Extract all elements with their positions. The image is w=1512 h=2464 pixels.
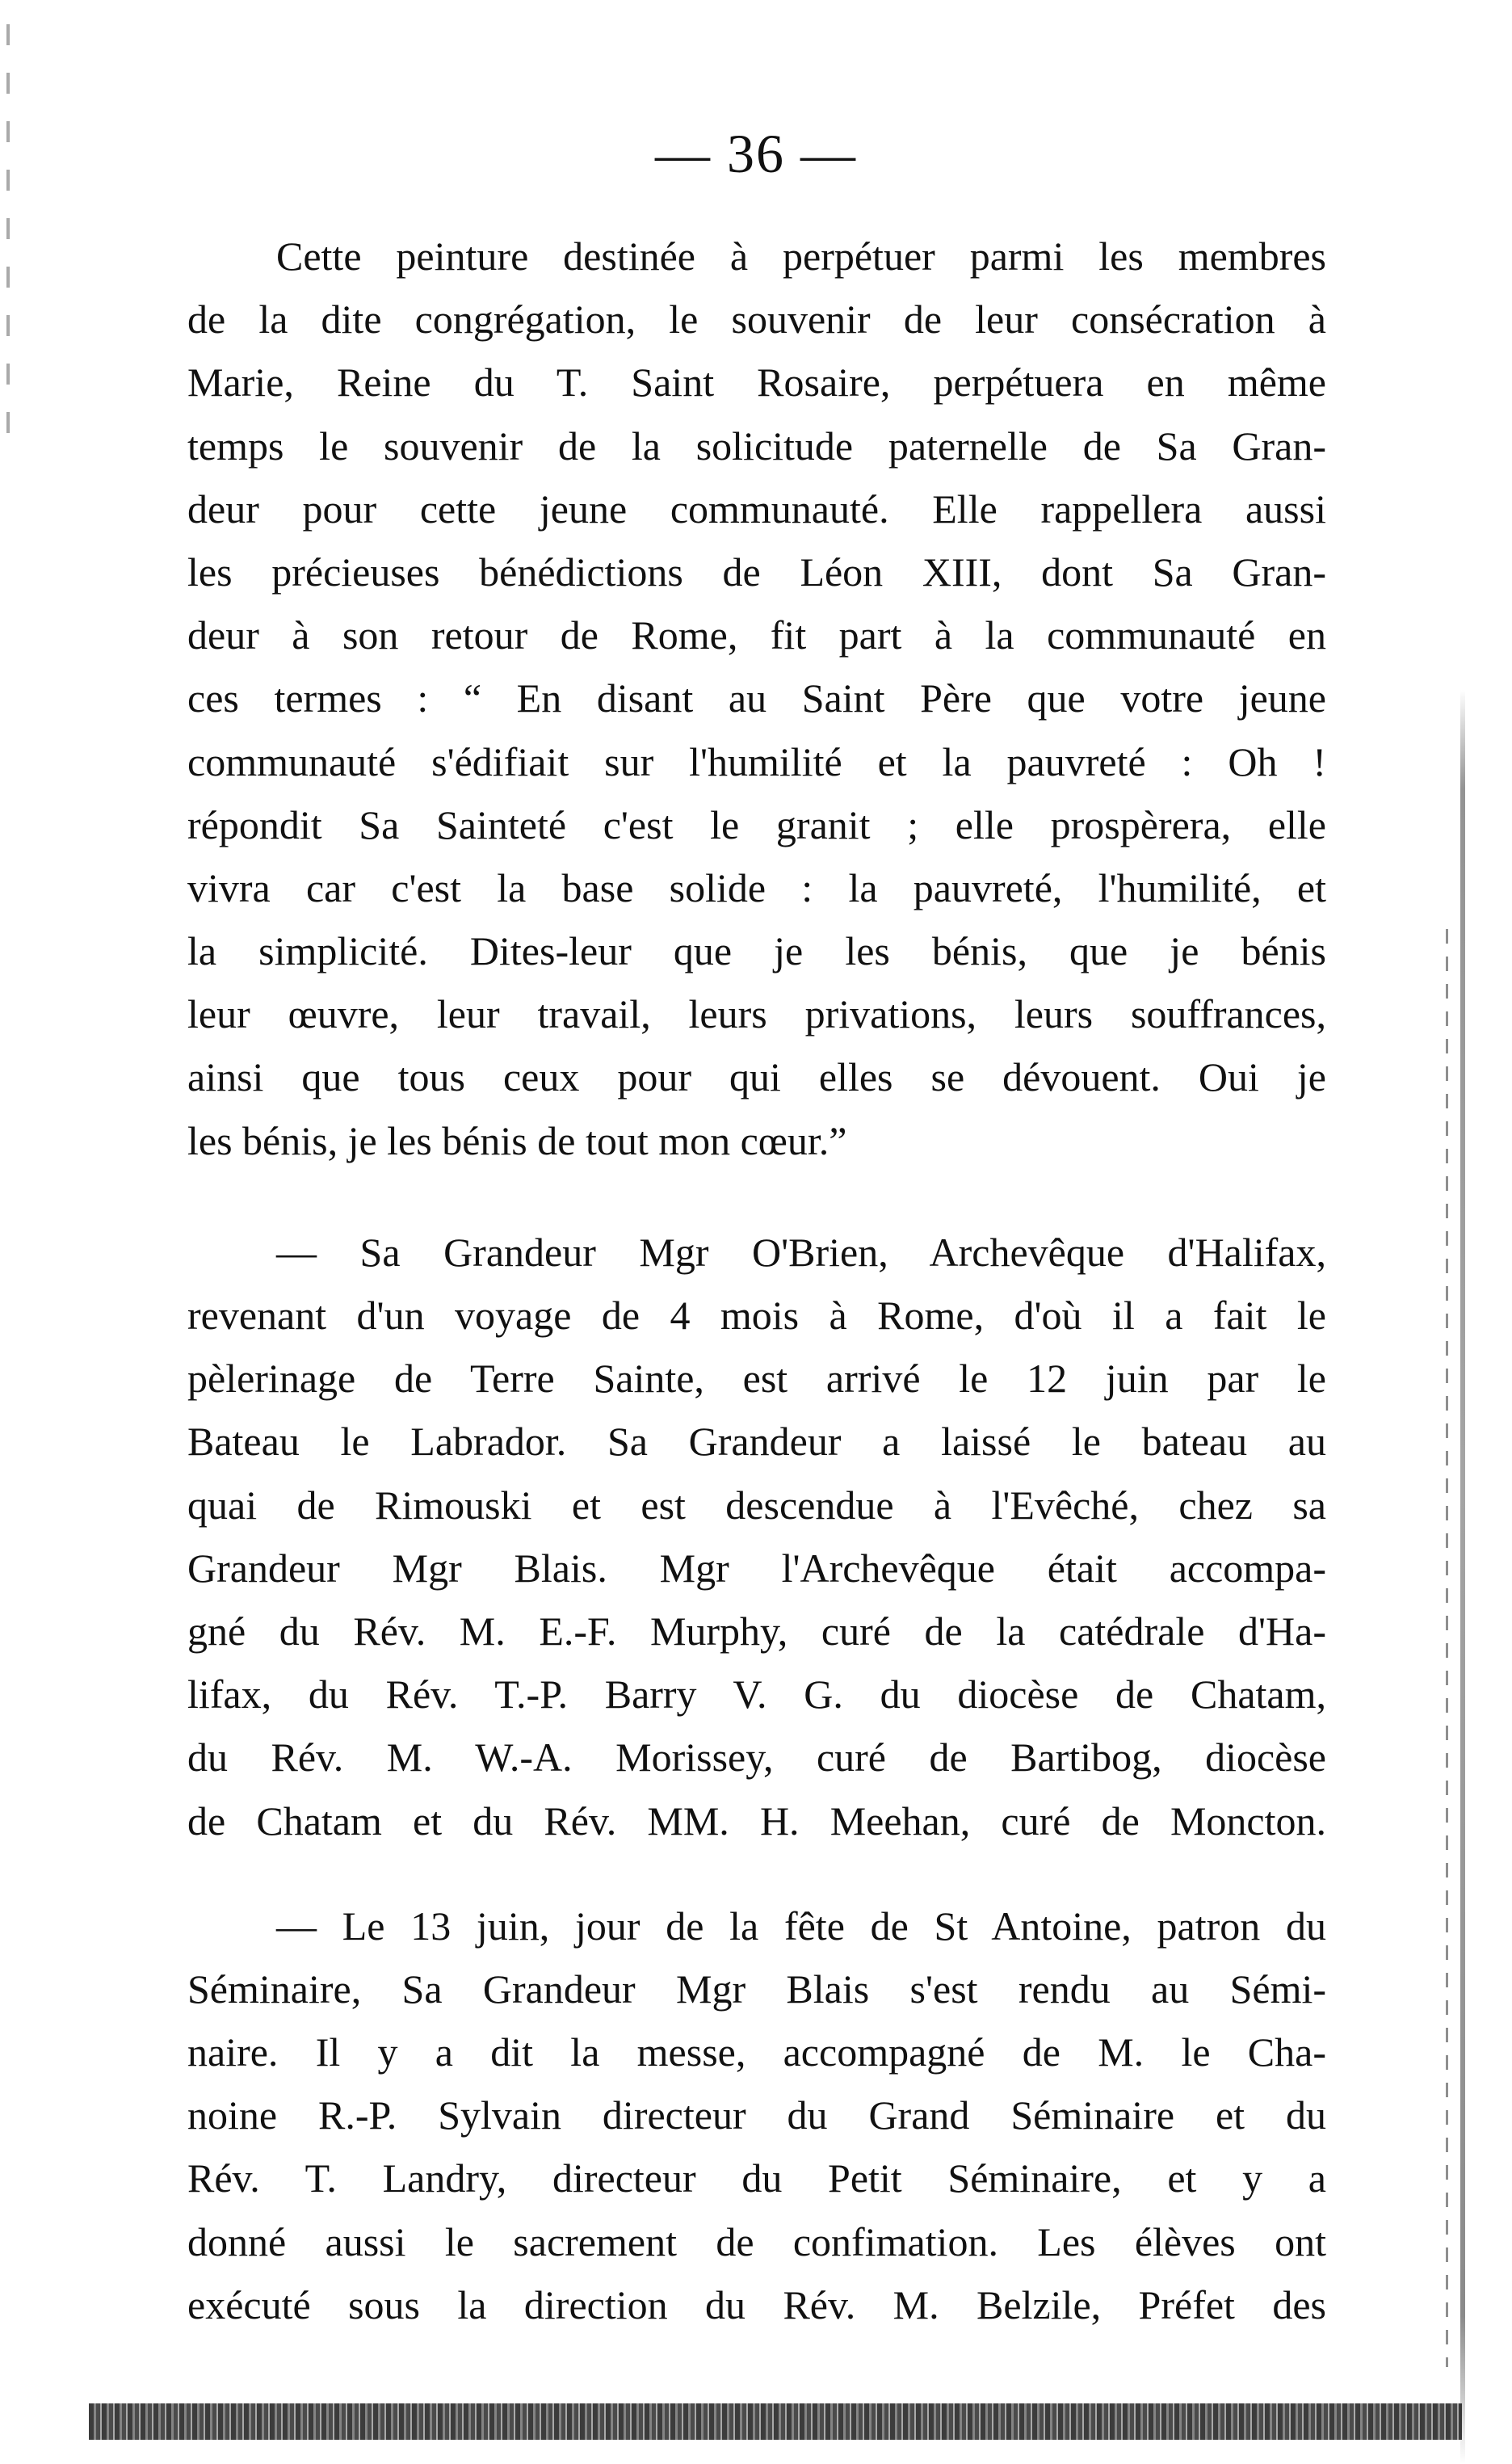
paragraph-gap bbox=[187, 1172, 1326, 1221]
paragraph-archbishop-return bbox=[187, 1221, 1326, 1852]
text-line: ces termes : “ En disant au Saint Père que votre jeune bbox=[187, 675, 1326, 721]
scan-bottom-edge-artifact bbox=[89, 2403, 1462, 2440]
body-text bbox=[187, 225, 1326, 2336]
paragraph-consecration bbox=[187, 225, 1326, 1172]
text-line: — Sa Grandeur Mgr O'Brien, Archevêque d'Halifax, bbox=[276, 1229, 1326, 1275]
text-line: pèlerinage de Terre Sainte, est arrivé le 12 juin par le bbox=[187, 1356, 1326, 1402]
text-line: vivra car c'est la base solide : la pauvreté, l'humilité, et bbox=[187, 864, 1326, 910]
text-line: Marie, Reine du T. Saint Rosaire, perpétuera en même bbox=[187, 360, 1326, 406]
text-line: — Le 13 juin, jour de la fête de St Antoine, patron du bbox=[276, 1903, 1326, 1949]
text-line: Bateau le Labrador. Sa Grandeur a laissé le bateau au bbox=[187, 1419, 1326, 1465]
scan-right-margin-artifact bbox=[1446, 929, 1448, 2367]
text-line: de Chatam et du Rév. MM. H. Meehan, curé de Moncton. bbox=[187, 1798, 1326, 1844]
text-line: Rév. T. Landry, directeur du Petit Séminaire, et y a bbox=[187, 2155, 1326, 2201]
text-line: deur à son retour de Rome, fit part à la communauté en bbox=[187, 612, 1326, 658]
scan-right-edge-artifact bbox=[1460, 0, 1465, 2464]
text-line: lifax, du Rév. T.-P. Barry V. G. du diocèse de Chatam, bbox=[187, 1671, 1326, 1718]
text-line: Cette peinture destinée à perpétuer parmi les membres bbox=[276, 233, 1326, 279]
text-line: Séminaire, Sa Grandeur Mgr Blais s'est rendu au Sémi- bbox=[187, 1966, 1326, 2012]
paragraph-seminary-feast bbox=[187, 1894, 1326, 2336]
text-line: Grandeur Mgr Blais. Mgr l'Archevêque était accompa- bbox=[187, 1545, 1326, 1591]
text-line: ainsi que tous ceux pour qui elles se dévouent. Oui je bbox=[187, 1054, 1326, 1100]
text-line: de la dite congrégation, le souvenir de leur consécration à bbox=[187, 296, 1326, 343]
text-line: les bénis, je les bénis de tout mon cœur.” bbox=[187, 1117, 847, 1163]
text-line: la simplicité. Dites-leur que je les bénis, que je bénis bbox=[187, 928, 1326, 974]
text-line: temps le souvenir de la solicitude paternelle de Sa Gran- bbox=[187, 423, 1326, 469]
scan-left-edge-artifact bbox=[6, 24, 10, 444]
page-number: — 36 — bbox=[655, 123, 857, 184]
text-line: exécuté sous la direction du Rév. M. Belzile, Préfet des bbox=[187, 2281, 1326, 2327]
text-line: leur œuvre, leur travail, leurs privations, leurs souffrances, bbox=[187, 991, 1326, 1037]
text-line: deur pour cette jeune communauté. Elle rappellera aussi bbox=[187, 486, 1326, 532]
text-line: gné du Rév. M. E.-F. Murphy, curé de la catédrale d'Ha- bbox=[187, 1608, 1326, 1654]
text-line: quai de Rimouski et est descendue à l'Evêché, chez sa bbox=[187, 1482, 1326, 1528]
text-line: les précieuses bénédictions de Léon XIII, dont Sa Gran- bbox=[187, 549, 1326, 595]
text-line: donné aussi le sacrement de confimation. Les élèves ont bbox=[187, 2218, 1326, 2264]
text-line: naire. Il y a dit la messe, accompagné de M. le Cha- bbox=[187, 2029, 1326, 2075]
text-line: revenant d'un voyage de 4 mois à Rome, d'où il a fait le bbox=[187, 1293, 1326, 1338]
paragraph-gap bbox=[187, 1852, 1326, 1894]
text-line: répondit Sa Sainteté c'est le granit ; elle prospèrera, elle bbox=[187, 801, 1326, 847]
text-line: noine R.-P. Sylvain directeur du Grand Séminaire et du bbox=[187, 2092, 1326, 2138]
text-line: communauté s'édifiait sur l'humilité et la pauvreté : Oh ! bbox=[187, 738, 1326, 784]
text-line: du Rév. M. W.-A. Morissey, curé de Bartibog, diocèse bbox=[187, 1734, 1326, 1781]
